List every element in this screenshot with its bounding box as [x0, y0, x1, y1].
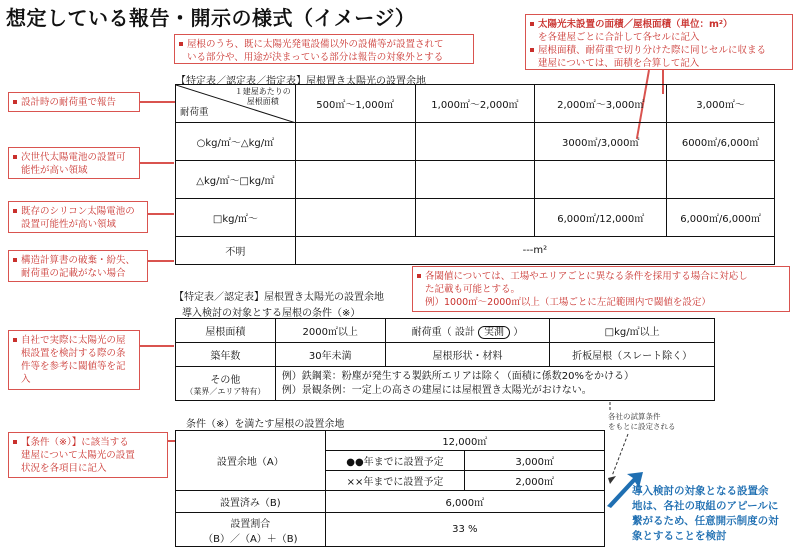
- table1-cell: 6,000㎡/6,000㎡: [667, 199, 775, 237]
- table1-cell: [295, 199, 415, 237]
- table1-cell: [415, 123, 535, 161]
- table1-cell: [667, 161, 775, 199]
- table2-other-value: 例）鉄鋼業：粉塵が発生する製鉄所エリアは除く（面積に係数20%をかける） 例）景観条例：一定上の高さの建屋には屋根置き太陽光がおけない。: [275, 367, 714, 401]
- table1-caption: 【特定表／認定表／指定表】屋根置き太陽光の設置余地: [176, 76, 426, 87]
- table2-label: その他 （業界／エリア特有）: [176, 367, 276, 401]
- callout-condition: 【条件（※）】に該当する 建屋について太陽光の設置 状況を各項目に記入: [8, 432, 168, 478]
- table1-cell: [415, 199, 535, 237]
- installation-table: [175, 430, 605, 547]
- table2-label: 屋根形状・材料: [385, 343, 550, 367]
- table1-cell: [415, 161, 535, 199]
- table2-label: 屋根面積: [176, 319, 276, 343]
- plan1-value: 3,000㎡: [465, 451, 605, 471]
- table-row: [176, 343, 715, 367]
- table1-cell: 3000㎡/3,000㎡: [535, 123, 667, 161]
- table2-value: □kg/㎡以上: [550, 319, 715, 343]
- table-row: [176, 199, 775, 237]
- margin-label: 設置余地（A）: [176, 431, 326, 491]
- table1-merged-cell: ---m²: [295, 237, 774, 265]
- table2-subcaption: 導入検討の対象とする屋根の条件（※）: [182, 308, 361, 319]
- installed-label: 設置済み（B): [176, 491, 326, 513]
- plan1-label: ●●年までに設置予定: [325, 451, 465, 471]
- table1-col-header: 500㎡～1,000㎡: [295, 85, 415, 123]
- table1-row-label: 不明: [176, 237, 296, 265]
- table1-row-label: □kg/㎡～: [176, 199, 296, 237]
- table-row: [176, 367, 715, 401]
- plan2-value: 2,000㎡: [465, 471, 605, 491]
- conditions-table: [175, 318, 715, 401]
- table2-label: 築年数: [176, 343, 276, 367]
- table1-col-header: 2,000㎡～3,000㎡: [535, 85, 667, 123]
- table1-cell: 6000㎡/6,000㎡: [667, 123, 775, 161]
- callout-unused-area: 太陽光未設置の面積／屋根面積（単位：m²） を各建屋ごとに合計して各セルに記入 屋根面積、耐荷重で切り分けた際に同じセルに収まる 建屋については、面積を合算して記入: [525, 14, 793, 70]
- table1-cell: [295, 161, 415, 199]
- callout-excluded-roof: 屋根のうち、既に太陽光発電設備以外の設備等が設置されて いる部分や、用途が決まっている部分は報告の対象外とする: [174, 34, 474, 64]
- callout-next-gen: 次世代太陽電池の設置可 能性が高い領域: [8, 147, 140, 179]
- ratio-label: 設置割合 （B）／（A）＋（B): [176, 513, 326, 547]
- side-note: 各社の試算条件 をもとに設定される: [608, 412, 676, 431]
- table2-value: 2000㎡以上: [275, 319, 385, 343]
- table3-caption: 条件（※）を満たす屋根の設置余地: [186, 419, 345, 430]
- table1-cell: [535, 161, 667, 199]
- table-row: [176, 123, 775, 161]
- callout-design-load: 設計時の耐荷重で報告: [8, 92, 140, 112]
- margin-total: 12,000㎡: [325, 431, 604, 451]
- table2-value: 30年未満: [275, 343, 385, 367]
- table1-row-label: ○kg/㎡～△kg/㎡: [176, 123, 296, 161]
- table-row: [176, 431, 605, 451]
- table1-col-header: 1,000㎡～2,000㎡: [415, 85, 535, 123]
- table1-col-header: 3,000㎡～: [667, 85, 775, 123]
- table-row: [176, 491, 605, 513]
- table1-cell: 6,000㎡/12,000㎡: [535, 199, 667, 237]
- table1-corner: １建屋あたりの 屋根面積 耐荷重: [176, 85, 296, 123]
- table1-cell: [295, 123, 415, 161]
- plan2-label: ××年までに設置予定: [325, 471, 465, 491]
- table-row: [176, 237, 775, 265]
- ratio-value: 33 %: [325, 513, 604, 547]
- measured-option: 実測: [478, 326, 510, 339]
- page-title: 想定している報告・開示の様式（イメージ）: [6, 6, 416, 30]
- roof-margin-table: [175, 84, 775, 265]
- blue-note: 導入検討の対象となる設置余 地は、各社の取組のアピールに 繋がるため、任意開示制度の対 象とすることを検討: [632, 485, 779, 542]
- table-row: [176, 161, 775, 199]
- table1-row-label: △kg/㎡～□kg/㎡: [176, 161, 296, 199]
- callout-threshold: 各閾値については、工場やエリアごとに異なる条件を採用する場合に対応し た記載も可能とする。 例）1000㎡～2000㎡以上（工場ごとに左記範囲内で閾値を設定）: [412, 266, 790, 312]
- callout-silicon: 既存のシリコン太陽電池の 設置可能性が高い領域: [8, 201, 148, 233]
- table2-caption: 【特定表／認定表】屋根置き太陽光の設置余地: [174, 292, 384, 303]
- table-row: [176, 319, 715, 343]
- installed-value: 6,000㎡: [325, 491, 604, 513]
- table2-label: 耐荷重（ 設計 実測 ）: [385, 319, 550, 343]
- callout-company-threshold: 自社で実際に太陽光の屋 根設置を検討する際の条 件等を参考に閾値等を記 入: [8, 330, 140, 390]
- table2-value: 折板屋根（スレート除く）: [550, 343, 715, 367]
- table-row: [176, 513, 605, 547]
- callout-structure: 構造計算書の破棄・紛失、 耐荷重の記載がない場合: [8, 250, 148, 282]
